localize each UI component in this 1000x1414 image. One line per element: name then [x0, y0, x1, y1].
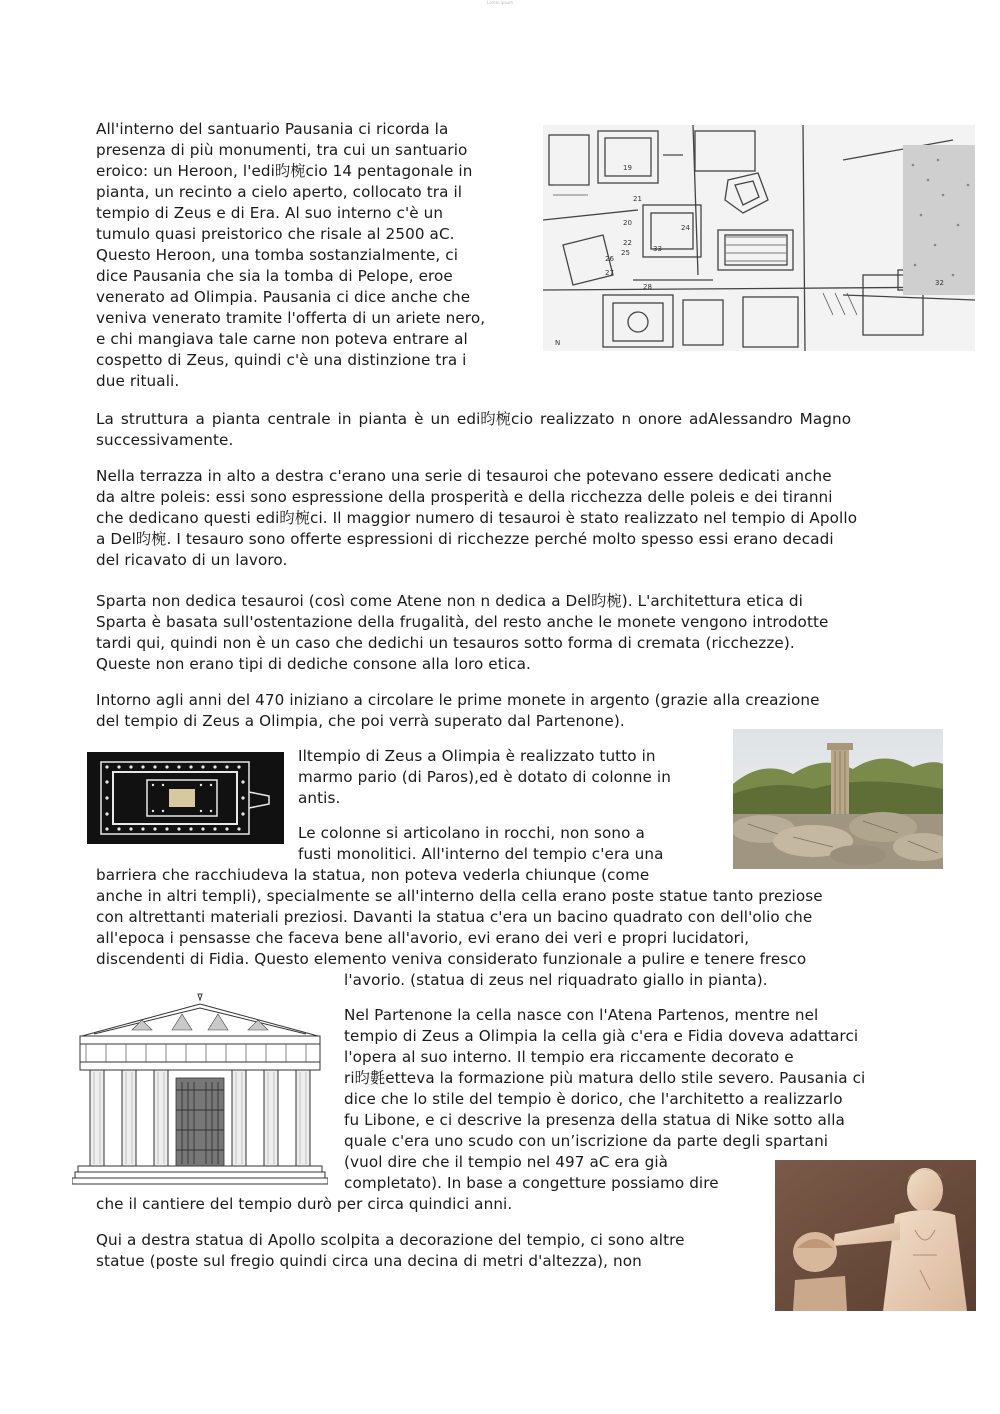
- text-line: antis.: [298, 789, 341, 807]
- text-line: tempio di Zeus e di Era. Al suo interno c'è un: [96, 204, 444, 222]
- text-line: anche in altri templi), specialmente se all'interno della cella erano poste statue tanto preziose: [96, 887, 823, 905]
- plan-label: 27: [605, 269, 614, 277]
- text-line: Iltempio di Zeus a Olimpia è realizzato tutto in: [298, 747, 656, 765]
- text-line: discendenti di Fidia. Questo elemento veniva considerato funzionale a pulire e tenere fresco: [96, 950, 807, 968]
- text-line: fusti monolitici. All'interno del tempio c'era una: [298, 845, 664, 863]
- text-line: presenza di più monumenti, tra cui un santuario: [96, 141, 468, 159]
- text-line: l'avorio. (statua di zeus nel riquadrato giallo in pianta).: [344, 971, 768, 989]
- text-line: Intorno agli anni del 470 iniziano a circolare le prime monete in argento (grazie alla creazione: [96, 691, 820, 709]
- text-line: completato). In base a congetture possiamo dire: [344, 1174, 719, 1192]
- text-line: tempio di Zeus a Olimpia la cella già c'era e Fidia doveva adattarci: [344, 1027, 859, 1045]
- sanctuary-site-plan: [543, 125, 975, 351]
- paragraph-temple-marble: [298, 746, 718, 809]
- text-line: fu Libone, e ci descrive la presenza della statua di Nike sotto alla: [344, 1111, 845, 1129]
- text-line: del tempio di Zeus a Olimpia, che poi verrà superato dal Partenone).: [96, 712, 625, 730]
- paragraph-heroon: [96, 119, 485, 392]
- plan-label: 28: [643, 283, 652, 291]
- header-mark: Lorem ipsum: [487, 0, 513, 5]
- paragraph-apollo: [96, 1230, 776, 1272]
- paragraph-sparta: [96, 591, 916, 675]
- text-line: marmo pario (di Paros),ed è dotato di colonne in: [298, 768, 671, 786]
- plan-label: 19: [623, 164, 632, 172]
- plan-label: 32: [935, 279, 944, 287]
- paragraph-central-plan: [96, 409, 896, 451]
- text-line: dice che lo stile del tempio è dorico, che l'architetto a realizzarlo: [344, 1090, 843, 1108]
- paragraph-columns: [96, 823, 896, 991]
- text-line: statue (poste sul fregio quindi circa una decina di metri d'altezza), non: [96, 1252, 642, 1270]
- text-line: quale c'era uno scudo con un’iscrizione da parte degli spartani: [344, 1132, 829, 1150]
- text-line: veniva venerato tramite l'offerta di un ariete nero,: [96, 309, 486, 327]
- text-line: eroico: un Heroon, l'edi昀椀cio 14 pentagonale in: [96, 162, 473, 180]
- text-line: l'opera al suo interno. Il tempio era riccamente decorato e: [344, 1048, 794, 1066]
- text-line: Sparta è basata sull'ostentazione della frugalità, del resto anche le monete vengono introdotte: [96, 613, 829, 631]
- text-line: che dedicano questi edi昀椀ci. Il maggior numero di tesauroi è stato realizzato nel tempio di Apollo: [96, 509, 858, 527]
- text-line: successivamente.: [96, 431, 234, 449]
- paragraph-tesauroi: [96, 466, 916, 571]
- text-line: Nella terrazza in alto a destra c'erano una serie di tesauroi che potevano essere dedicati anche: [96, 467, 832, 485]
- text-line: All'interno del santuario Pausania ci ricorda la: [96, 120, 449, 138]
- text-line: due rituali.: [96, 372, 180, 390]
- plan-label: N: [555, 339, 561, 347]
- plan-label: 21: [633, 195, 642, 203]
- apollo-statue-photo: [775, 1160, 976, 1311]
- text-line: pianta, un recinto a cielo aperto, collocato tra il: [96, 183, 463, 201]
- plan-label: 33: [653, 245, 662, 253]
- text-line: tumulo quasi preistorico che risale al 2500 aC.: [96, 225, 455, 243]
- text-line: Qui a destra statua di Apollo scolpita a decorazione del tempio, ci sono altre: [96, 1231, 685, 1249]
- text-line: Sparta non dedica tesauroi (così come Atene non n dedica a Del昀椀). L'architettura etica di: [96, 592, 803, 610]
- text-line: Queste non erano tipi di dediche consone alla loro etica.: [96, 655, 531, 673]
- text-line: Nel Partenone la cella nasce con l'Atena Partenos, mentre nel: [344, 1006, 819, 1024]
- text-line: venerato ad Olimpia. Pausania ci dice anche che: [96, 288, 471, 306]
- text-line: che il cantiere del tempio durò per circa quindici anni.: [96, 1195, 513, 1213]
- text-line: barriera che racchiudeva la statua, non poteva vederla chiunque (come: [96, 866, 650, 884]
- text-line: del ricavato di un lavoro.: [96, 551, 288, 569]
- text-line: ri昀氀etteva la formazione più matura dello stile severo. Pausania ci: [344, 1069, 866, 1087]
- paragraph-coins: [96, 690, 916, 732]
- text-line: a Del昀椀. I tesauro sono offerte espressioni di ricchezze perché molto spesso essi erano decadi: [96, 530, 834, 548]
- text-line: dice Pausania che sia la tomba di Pelope, eroe: [96, 267, 453, 285]
- plan-label: 24: [681, 224, 690, 232]
- text-line: cospetto di Zeus, quindi c'è una distinzione tra i: [96, 351, 467, 369]
- text-line: (vuol dire che il tempio nel 497 aC era già: [344, 1153, 669, 1171]
- text-line: La struttura a pianta centrale in pianta è un edi昀椀cio realizzato n onore adAlessandro Magno: [96, 410, 852, 428]
- text-line: con altrettanti materiali preziosi. Davanti la statua c'era un bacino quadrato con dell'olio che: [96, 908, 813, 926]
- text-line: e chi mangiava tale carne non poteva entrare al: [96, 330, 468, 348]
- plan-label: 26: [605, 255, 614, 263]
- text-line: da altre poleis: essi sono espressione della prosperità e della ricchezza delle poleis e dei tiranni: [96, 488, 833, 506]
- plan-label: 22: [623, 239, 632, 247]
- text-line: all'epoca i pensasse che faceva bene all'avorio, evi erano dei veri e propri lucidatori,: [96, 929, 750, 947]
- text-line: Le colonne si articolano in rocchi, non sono a: [298, 824, 645, 842]
- plan-label: 25: [621, 249, 630, 257]
- text-line: tardi qui, quindi non è un caso che dedichi un tesauros sotto forma di cremata (ricchezze).: [96, 634, 795, 652]
- plan-label: 20: [623, 219, 632, 227]
- text-line: Questo Heroon, una tomba sostanzialmente, ci: [96, 246, 459, 264]
